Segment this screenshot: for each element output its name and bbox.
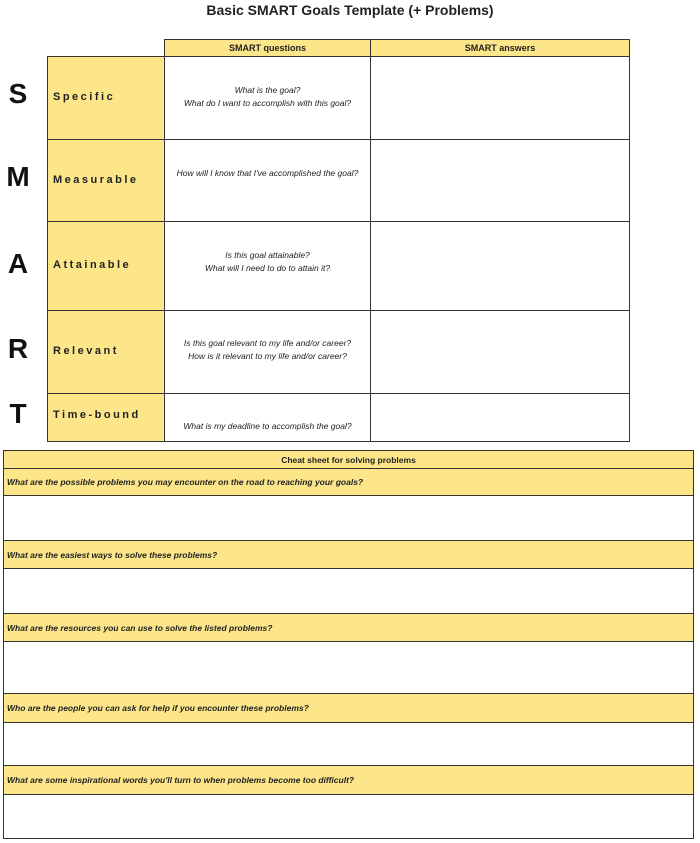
answer-cell-measurable[interactable] <box>370 139 630 222</box>
category-specific: Specific <box>47 56 165 140</box>
cheat-sheet-answer[interactable] <box>3 568 694 614</box>
cheat-sheet-question: What are some inspirational words you'll turn to when problems become too difficult? <box>3 765 694 795</box>
letter-m: M <box>6 161 30 192</box>
cheat-sheet-title: Cheat sheet for solving problems <box>3 450 694 469</box>
page-title: Basic SMART Goals Template (+ Problems) <box>206 2 494 18</box>
answer-cell-time-bound[interactable] <box>370 393 630 442</box>
question-line: What is the goal? <box>234 85 301 95</box>
answer-cell-specific[interactable] <box>370 56 630 140</box>
letter-a: A <box>7 248 29 279</box>
question-line: What is my deadline to accomplish the goal? <box>183 421 352 431</box>
header-smart-answers: SMART answers <box>370 39 630 57</box>
question-line: Is this goal attainable? <box>225 250 310 260</box>
cheat-sheet-answer[interactable] <box>3 641 694 694</box>
question-cell-attainable <box>164 221 371 311</box>
letter-s: S <box>8 78 28 109</box>
question-line: How is it relevant to my life and/or career? <box>188 351 347 361</box>
cheat-sheet-question: What are the resources you can use to solve the listed problems? <box>3 613 694 642</box>
answer-cell-attainable[interactable] <box>370 221 630 311</box>
category-attainable: Attainable <box>47 221 165 311</box>
question-line: What do I want to accomplish with this goal? <box>183 98 352 108</box>
question-line: How will I know that I've accomplished the goal? <box>176 168 359 178</box>
question-line: Is this goal relevant to my life and/or career? <box>183 338 352 348</box>
category-time-bound: Time-bound <box>47 393 165 442</box>
cheat-sheet-question: Who are the people you can ask for help if you encounter these problems? <box>3 693 694 723</box>
letter-t: T <box>9 398 27 429</box>
question-cell-measurable <box>164 139 371 222</box>
cheat-sheet-answer[interactable] <box>3 794 694 839</box>
question-cell-relevant <box>164 310 371 394</box>
category-relevant: Relevant <box>47 310 165 394</box>
cheat-sheet-question: What are the possible problems you may encounter on the road to reaching your goals? <box>3 468 694 496</box>
cheat-sheet-answer[interactable] <box>3 722 694 766</box>
letter-r: R <box>7 333 29 364</box>
answer-cell-relevant[interactable] <box>370 310 630 394</box>
question-line: What will I need to do to attain it? <box>204 263 331 273</box>
question-cell-time-bound <box>164 393 371 442</box>
question-cell-specific <box>164 56 371 140</box>
header-smart-questions: SMART questions <box>164 39 371 57</box>
cheat-sheet-answer[interactable] <box>3 495 694 541</box>
cheat-sheet-question: What are the easiest ways to solve these problems? <box>3 540 694 569</box>
category-measurable: Measurable <box>47 139 165 222</box>
